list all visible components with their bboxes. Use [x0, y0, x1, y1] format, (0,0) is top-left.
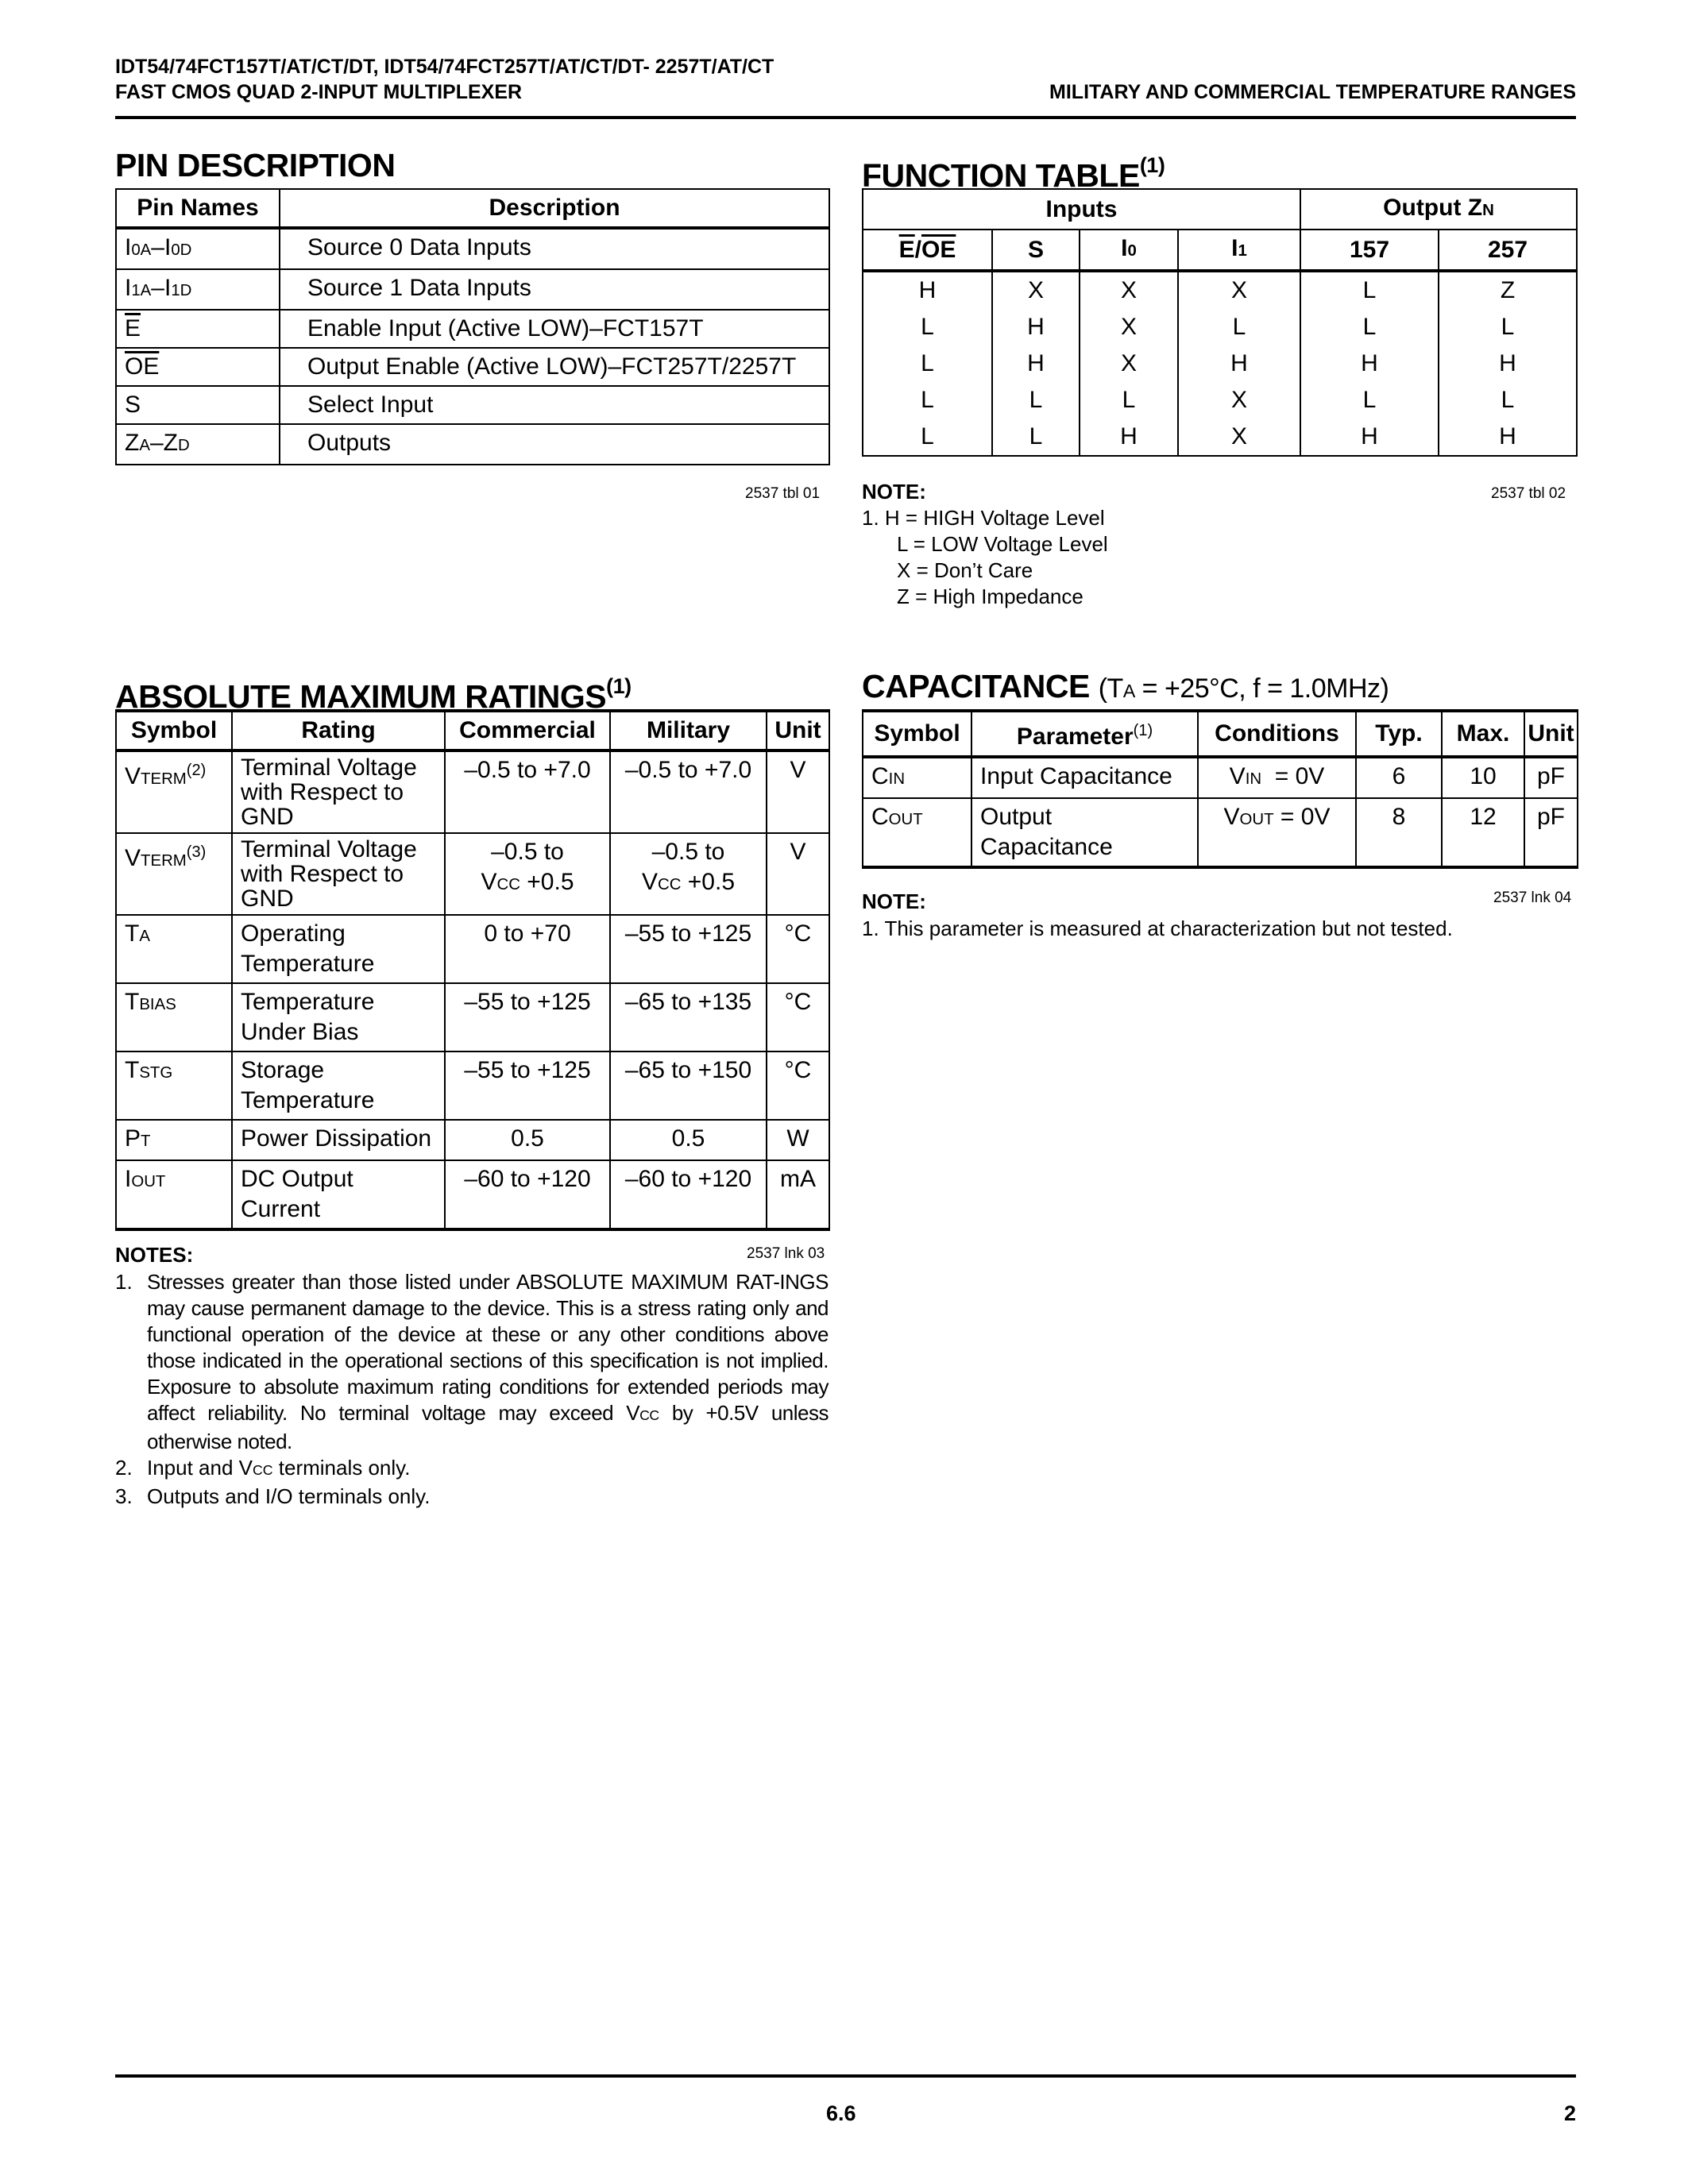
symbol: TSTG: [116, 1051, 232, 1120]
table-header-row: [863, 230, 1577, 271]
unit: °C: [767, 983, 829, 1051]
table-row: [116, 1051, 829, 1120]
table-row: [116, 348, 829, 386]
max: 12: [1442, 798, 1524, 867]
col-257: 257: [1439, 230, 1577, 271]
commercial: –55 to +125: [445, 983, 610, 1051]
pin-desc: Outputs: [280, 424, 829, 465]
unit: pF: [1524, 798, 1578, 867]
table-row: [863, 798, 1578, 867]
pin-name: I1A–I1D: [116, 269, 280, 310]
pin-description-table: [115, 188, 830, 465]
pin-name: S: [116, 386, 280, 424]
commercial: 0.5: [445, 1120, 610, 1160]
page-number: 2: [1563, 2101, 1576, 2125]
symbol: VTERM$^{(2)}$: [116, 751, 232, 833]
output-group-header: Output ZN: [1300, 189, 1577, 230]
header-left: [115, 54, 774, 105]
col-parameter: Parameter$^{(1)}$: [971, 711, 1198, 757]
pin-desc: Source 0 Data Inputs: [280, 228, 829, 269]
conditions: VOUT = 0V: [1198, 798, 1356, 867]
table-row: [116, 915, 829, 983]
table-row: [116, 228, 829, 269]
commercial: –55 to +125: [445, 1051, 610, 1120]
table-tag: 2537 lnk 03: [747, 1245, 825, 1262]
symbol: COUT: [863, 798, 971, 867]
pin-desc: Output Enable (Active LOW)–FCT257T/2257T: [280, 348, 829, 386]
military: –0.5 to VCC +0.5: [610, 833, 767, 915]
pin-desc: Source 1 Data Inputs: [280, 269, 829, 310]
function-table-title: FUNCTION TABLE$^{(1)}$: [862, 153, 1165, 194]
pin-desc: Enable Input (Active LOW)–FCT157T: [280, 310, 829, 348]
rating: Operating Temperature: [232, 915, 445, 983]
commercial: –0.5 to +7.0: [445, 751, 610, 833]
col-commercial: Commercial: [445, 711, 610, 751]
col-max: Max.: [1442, 711, 1524, 757]
col-unit: Unit: [1524, 711, 1578, 757]
table-row: [116, 833, 829, 915]
table-group-header-row: [863, 189, 1577, 230]
function-table: [862, 188, 1578, 457]
pin-name: $\overline{OE}$: [116, 348, 280, 386]
table-row: [116, 269, 829, 310]
col-conditions: Conditions: [1198, 711, 1356, 757]
symbol: TA: [116, 915, 232, 983]
table-row: [116, 751, 829, 833]
note-3: 3. Outputs and I/O terminals only.: [115, 1484, 431, 1508]
unit: °C: [767, 1051, 829, 1120]
unit: W: [767, 1120, 829, 1160]
note-1: 1. Stresses greater than those listed under ABSOLUTE MAXIMUM RAT-INGS may cause permanent damage to the device. This is a stress rating only and functional operation of the device at these or any other conditions above those indicated in the operational sections of this specification is not implied. Exposure to absolute maximum rating conditions for extended periods may affect reliability. No terminal voltage may exceed VCC by +0.5V unless otherwise noted.: [115, 1270, 829, 1453]
function-note: 1. H = HIGH Voltage Level L = LOW Voltage Level X = Don’t Care Z = High Impedance: [862, 506, 1108, 608]
rating: Power Dissipation: [232, 1120, 445, 1160]
rating: Terminal Voltage with Respect to GND: [232, 751, 445, 833]
header-part-numbers: IDT54/74FCT157T/AT/CT/DT, IDT54/74FCT257T/AT/CT/DT- 2257T/AT/CT: [115, 56, 774, 78]
col-typ: Typ.: [1356, 711, 1442, 757]
rating: Temperature Under Bias: [232, 983, 445, 1051]
commercial: 0 to +70: [445, 915, 610, 983]
function-note-heading: NOTE:: [862, 480, 926, 504]
rating: DC Output Current: [232, 1160, 445, 1229]
capacitance-note-heading: NOTE:: [862, 889, 926, 913]
table-row: [116, 386, 829, 424]
unit: °C: [767, 915, 829, 983]
table-row: [116, 310, 829, 348]
table-row: L H X H H H: [863, 345, 1577, 382]
col-i1: I1: [1178, 230, 1300, 271]
pin-name: I0A–I0D: [116, 228, 280, 269]
table-header-row: [116, 189, 829, 228]
symbol: PT: [116, 1120, 232, 1160]
military: 0.5: [610, 1120, 767, 1160]
table-header-row: [116, 711, 829, 751]
military: –55 to +125: [610, 915, 767, 983]
parameter: Input Capacitance: [971, 757, 1198, 798]
symbol: TBIAS: [116, 983, 232, 1051]
unit: V: [767, 751, 829, 833]
col-symbol: Symbol: [863, 711, 971, 757]
footer-rule: [115, 2074, 1576, 2078]
table-row: [116, 983, 829, 1051]
unit: V: [767, 833, 829, 915]
col-unit: Unit: [767, 711, 829, 751]
abs-max-title: ABSOLUTE MAXIMUM RATINGS$^{(1)}$: [115, 674, 632, 715]
col-157: 157: [1300, 230, 1439, 271]
col-rating: Rating: [232, 711, 445, 751]
capacitance-table: [862, 709, 1578, 869]
capacitance-title: CAPACITANCE (TA = +25°C, f = 1.0MHz): [862, 668, 1389, 704]
typ: 6: [1356, 757, 1442, 798]
commercial: –60 to +120: [445, 1160, 610, 1229]
pin-name: ZA–ZD: [116, 424, 280, 465]
abs-max-notes-heading: NOTES:: [115, 1243, 194, 1267]
pin-desc: Select Input: [280, 386, 829, 424]
header-rule: [115, 116, 1576, 119]
typ: 8: [1356, 798, 1442, 867]
col-s: S: [992, 230, 1080, 271]
table-row: L L H X H H: [863, 419, 1577, 456]
parameter: Output Capacitance: [971, 798, 1198, 867]
abs-max-table: [115, 709, 830, 1231]
table-row: [116, 1160, 829, 1229]
table-row: [116, 424, 829, 465]
table-header-row: [863, 711, 1578, 757]
commercial: –0.5 to VCC +0.5: [445, 833, 610, 915]
symbol: VTERM$^{(3)}$: [116, 833, 232, 915]
abs-max-notes: [115, 1269, 829, 1510]
conditions: VIN = 0V: [1198, 757, 1356, 798]
symbol: CIN: [863, 757, 971, 798]
pin-description-title: PIN DESCRIPTION: [115, 147, 396, 183]
rating: Terminal Voltage with Respect to GND: [232, 833, 445, 915]
col-pin-names: Pin Names: [116, 189, 280, 228]
col-symbol: Symbol: [116, 711, 232, 751]
table-tag: 2537 tbl 02: [1491, 485, 1566, 502]
capacitance-note: 1. This parameter is measured at characterization but not tested.: [862, 916, 1453, 940]
footer-section-number: 6.6: [826, 2101, 856, 2125]
military: –65 to +150: [610, 1051, 767, 1120]
header-temperature-ranges: MILITARY AND COMMERCIAL TEMPERATURE RANGES: [1049, 81, 1576, 103]
table-tag: 2537 tbl 01: [745, 485, 821, 502]
col-military: Military: [610, 711, 767, 751]
table-row: L L L X L L: [863, 382, 1577, 419]
note-2: 2. Input and VCC terminals only.: [115, 1456, 411, 1480]
table-row: [116, 1120, 829, 1160]
col-i0: I0: [1080, 230, 1178, 271]
col-e-oe: $\overline{E}/\overline{OE}$: [863, 230, 992, 271]
max: 10: [1442, 757, 1524, 798]
table-tag: 2537 lnk 04: [1493, 889, 1572, 906]
military: –60 to +120: [610, 1160, 767, 1229]
pin-name: $\overline{E}$: [116, 310, 280, 348]
header-subtitle: FAST CMOS QUAD 2-INPUT MULTIPLEXER: [115, 81, 523, 103]
unit: pF: [1524, 757, 1578, 798]
military: –0.5 to +7.0: [610, 751, 767, 833]
table-row: [863, 757, 1578, 798]
symbol: IOUT: [116, 1160, 232, 1229]
col-description: Description: [280, 189, 829, 228]
unit: mA: [767, 1160, 829, 1229]
inputs-group-header: Inputs: [863, 189, 1300, 230]
military: –65 to +135: [610, 983, 767, 1051]
table-row: L H X L L L: [863, 309, 1577, 345]
rating: Storage Temperature: [232, 1051, 445, 1120]
table-row: H X X X L Z: [863, 271, 1577, 309]
